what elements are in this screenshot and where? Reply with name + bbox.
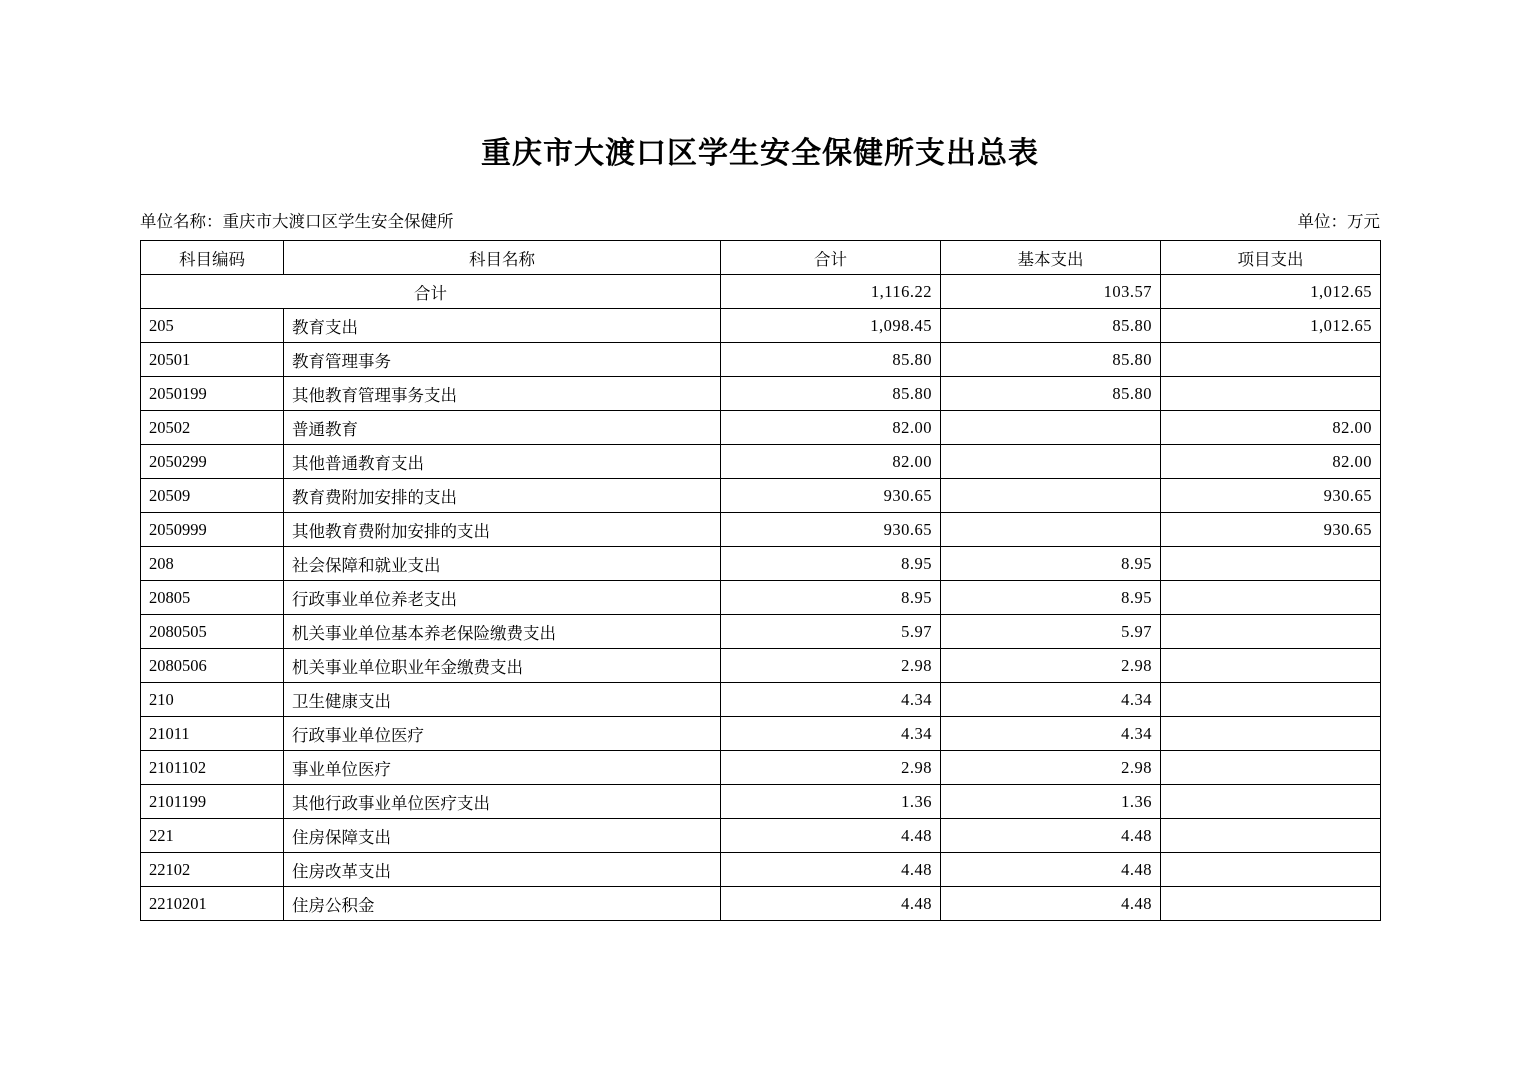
cell-total: 85.80 [721,343,941,377]
table-row [141,513,1381,547]
cell-total: 8.95 [721,547,941,581]
cell-project-expenditure [1161,785,1381,819]
cell-subject-name: 其他教育管理事务支出 [284,377,721,411]
cell-basic-expenditure: 4.34 [941,683,1161,717]
cell-basic-expenditure: 85.80 [941,377,1161,411]
cell-subject-code: 2080506 [141,649,284,683]
cell-subject-code: 22102 [141,853,284,887]
cell-total: 1,098.45 [721,309,941,343]
cell-total: 4.34 [721,717,941,751]
cell-subject-code: 2050199 [141,377,284,411]
cell-project-expenditure [1161,581,1381,615]
table-row [141,717,1381,751]
total-row-total: 1,116.22 [721,275,941,309]
cell-subject-name: 住房改革支出 [284,853,721,887]
cell-basic-expenditure [941,513,1161,547]
cell-subject-code: 205 [141,309,284,343]
table-row [141,819,1381,853]
total-row-project: 1,012.65 [1161,275,1381,309]
amount-unit-label: 单位：万元 [1297,212,1380,231]
table-header-row [141,241,1381,275]
column-header-code: 科目编码 [141,241,284,275]
cell-total: 2.98 [721,649,941,683]
cell-subject-name: 卫生健康支出 [284,683,721,717]
cell-basic-expenditure: 1.36 [941,785,1161,819]
cell-project-expenditure [1161,819,1381,853]
cell-basic-expenditure: 5.97 [941,615,1161,649]
cell-project-expenditure [1161,751,1381,785]
table-row [141,615,1381,649]
cell-total: 82.00 [721,411,941,445]
cell-project-expenditure [1161,717,1381,751]
table-row-total [141,275,1381,309]
cell-subject-name: 行政事业单位养老支出 [284,581,721,615]
cell-project-expenditure: 82.00 [1161,445,1381,479]
cell-basic-expenditure: 85.80 [941,309,1161,343]
table-meta-row [140,208,1380,232]
table-row [141,547,1381,581]
cell-subject-code: 20805 [141,581,284,615]
cell-basic-expenditure: 4.34 [941,717,1161,751]
cell-subject-code: 2050999 [141,513,284,547]
cell-subject-code: 2101199 [141,785,284,819]
cell-project-expenditure: 930.65 [1161,513,1381,547]
page-title: 重庆市大渡口区学生安全保健所支出总表 [481,137,1039,170]
cell-total: 4.34 [721,683,941,717]
cell-project-expenditure: 82.00 [1161,411,1381,445]
cell-subject-code: 21011 [141,717,284,751]
column-header-basic: 基本支出 [941,241,1161,275]
cell-subject-name: 教育管理事务 [284,343,721,377]
cell-subject-name: 行政事业单位医疗 [284,717,721,751]
cell-project-expenditure [1161,377,1381,411]
cell-subject-name: 社会保障和就业支出 [284,547,721,581]
expenditure-summary-table [140,240,1381,921]
table-row [141,683,1381,717]
table-row [141,581,1381,615]
table-row [141,649,1381,683]
cell-subject-code: 2101102 [141,751,284,785]
cell-basic-expenditure: 4.48 [941,819,1161,853]
unit-name-label: 单位名称：重庆市大渡口区学生安全保健所 [140,212,454,231]
cell-basic-expenditure: 2.98 [941,649,1161,683]
cell-total: 2.98 [721,751,941,785]
table-row [141,377,1381,411]
cell-project-expenditure [1161,547,1381,581]
cell-basic-expenditure: 4.48 [941,853,1161,887]
cell-subject-code: 2050299 [141,445,284,479]
cell-project-expenditure [1161,649,1381,683]
column-header-project: 项目支出 [1161,241,1381,275]
cell-basic-expenditure [941,479,1161,513]
cell-subject-code: 20509 [141,479,284,513]
cell-total: 4.48 [721,887,941,921]
table-row [141,853,1381,887]
total-row-basic: 103.57 [941,275,1161,309]
cell-project-expenditure [1161,853,1381,887]
cell-subject-code: 2080505 [141,615,284,649]
cell-subject-name: 其他行政事业单位医疗支出 [284,785,721,819]
cell-total: 85.80 [721,377,941,411]
cell-basic-expenditure: 8.95 [941,581,1161,615]
table-row [141,445,1381,479]
cell-total: 5.97 [721,615,941,649]
cell-basic-expenditure [941,445,1161,479]
column-header-total: 合计 [721,241,941,275]
table-row [141,751,1381,785]
cell-subject-name: 事业单位医疗 [284,751,721,785]
cell-project-expenditure [1161,343,1381,377]
cell-subject-code: 210 [141,683,284,717]
cell-total: 4.48 [721,819,941,853]
cell-subject-code: 221 [141,819,284,853]
cell-project-expenditure [1161,887,1381,921]
cell-basic-expenditure [941,411,1161,445]
cell-subject-code: 208 [141,547,284,581]
cell-subject-name: 其他教育费附加安排的支出 [284,513,721,547]
cell-subject-name: 机关事业单位基本养老保险缴费支出 [284,615,721,649]
table-row [141,411,1381,445]
cell-total: 930.65 [721,479,941,513]
cell-total: 8.95 [721,581,941,615]
cell-basic-expenditure: 85.80 [941,343,1161,377]
table-row [141,887,1381,921]
cell-subject-code: 20502 [141,411,284,445]
cell-subject-code: 2210201 [141,887,284,921]
cell-subject-name: 其他普通教育支出 [284,445,721,479]
cell-subject-name: 教育费附加安排的支出 [284,479,721,513]
table-row [141,343,1381,377]
table-row [141,785,1381,819]
cell-basic-expenditure: 2.98 [941,751,1161,785]
cell-subject-code: 20501 [141,343,284,377]
cell-project-expenditure [1161,615,1381,649]
cell-basic-expenditure: 8.95 [941,547,1161,581]
total-row-label: 合计 [141,275,721,309]
cell-total: 4.48 [721,853,941,887]
cell-basic-expenditure: 4.48 [941,887,1161,921]
cell-project-expenditure: 930.65 [1161,479,1381,513]
cell-total: 82.00 [721,445,941,479]
table-row [141,309,1381,343]
cell-project-expenditure [1161,683,1381,717]
table-row [141,479,1381,513]
cell-subject-name: 机关事业单位职业年金缴费支出 [284,649,721,683]
cell-total: 930.65 [721,513,941,547]
cell-subject-name: 教育支出 [284,309,721,343]
cell-subject-name: 住房保障支出 [284,819,721,853]
cell-project-expenditure: 1,012.65 [1161,309,1381,343]
cell-subject-name: 普通教育 [284,411,721,445]
table-body [141,275,1381,921]
cell-subject-name: 住房公积金 [284,887,721,921]
cell-total: 1.36 [721,785,941,819]
column-header-name: 科目名称 [284,241,721,275]
